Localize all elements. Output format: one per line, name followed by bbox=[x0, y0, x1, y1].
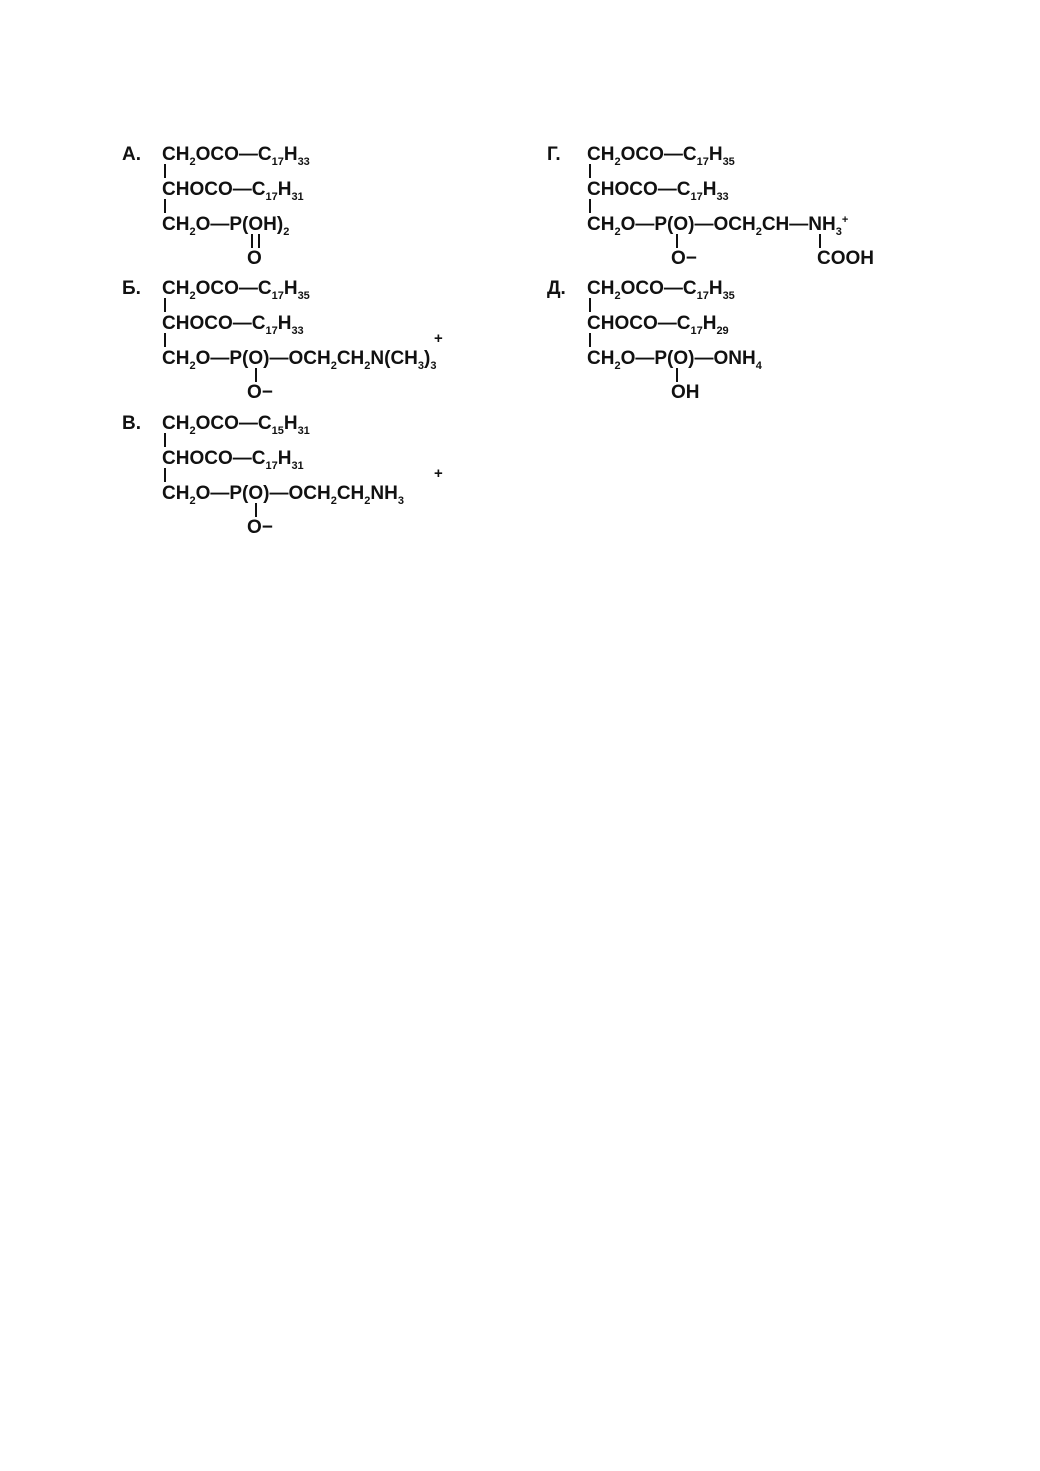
bond-line bbox=[589, 298, 591, 312]
bond-line bbox=[164, 164, 166, 178]
bond-line bbox=[164, 468, 166, 482]
formula-substituent: O− bbox=[247, 517, 273, 538]
bond-line bbox=[819, 234, 821, 248]
structure-label: Б. bbox=[122, 278, 141, 299]
formula-line-1: $CH_2OCO—C_{17}H_{33}$ bbox=[162, 144, 310, 168]
plus-charge: + bbox=[434, 465, 443, 482]
formula-substituent: O bbox=[247, 248, 262, 269]
formula-substituent: O− bbox=[247, 382, 273, 403]
formula-line-1: $CH_2OCO—C_{17}H_{35}$ bbox=[587, 144, 735, 168]
bond-line bbox=[676, 234, 678, 248]
bond-line bbox=[164, 333, 166, 347]
bond-line bbox=[255, 503, 257, 517]
formula-line-3: $CH_2O—P(O)—OCH_2CH_2NH_3$ bbox=[162, 483, 404, 507]
formula-line-3: $CH_2O—P(O)—OCH_2CH_2N(CH_3)_3$ bbox=[162, 348, 437, 372]
formula-substituent: OH bbox=[671, 382, 700, 403]
formula-line-1: $CH_2OCO—C_{15}H_{31}$ bbox=[162, 413, 310, 437]
bond-line bbox=[255, 368, 257, 382]
plus-charge: + bbox=[434, 330, 443, 347]
formula-line-3: $CH_2O—P(O)—OCH_2CH—NH_3^+$ bbox=[587, 214, 849, 238]
formula-line-1: $CH_2OCO—C_{17}H_{35}$ bbox=[162, 278, 310, 302]
double-bond-line bbox=[251, 234, 260, 248]
formula-line-2: $CHOCO—C_{17}H_{31}$ bbox=[162, 448, 304, 472]
bond-line bbox=[589, 199, 591, 213]
bond-line bbox=[164, 298, 166, 312]
formula-substituent: O− bbox=[671, 248, 697, 269]
formula-substituent-carboxyl: COOH bbox=[817, 248, 874, 269]
bond-line bbox=[589, 164, 591, 178]
formula-line-2: $CHOCO—C_{17}H_{33}$ bbox=[162, 313, 304, 337]
formula-line-2: $CHOCO—C_{17}H_{33}$ bbox=[587, 179, 729, 203]
bond-line bbox=[164, 433, 166, 447]
bond-line bbox=[589, 333, 591, 347]
formula-line-3: $CH_2O—P(OH)_2$ bbox=[162, 214, 290, 238]
structure-label: Д. bbox=[547, 278, 566, 299]
formula-line-2: $CHOCO—C_{17}H_{31}$ bbox=[162, 179, 304, 203]
formula-line-3: $CH_2O—P(O)—ONH_4$ bbox=[587, 348, 762, 372]
structure-label: А. bbox=[122, 144, 141, 165]
formula-line-2: $CHOCO—C_{17}H_{29}$ bbox=[587, 313, 729, 337]
bond-line bbox=[676, 368, 678, 382]
structure-label: Г. bbox=[547, 144, 561, 165]
formula-line-1: $CH_2OCO—C_{17}H_{35}$ bbox=[587, 278, 735, 302]
bond-line bbox=[164, 199, 166, 213]
structure-label: В. bbox=[122, 413, 141, 434]
